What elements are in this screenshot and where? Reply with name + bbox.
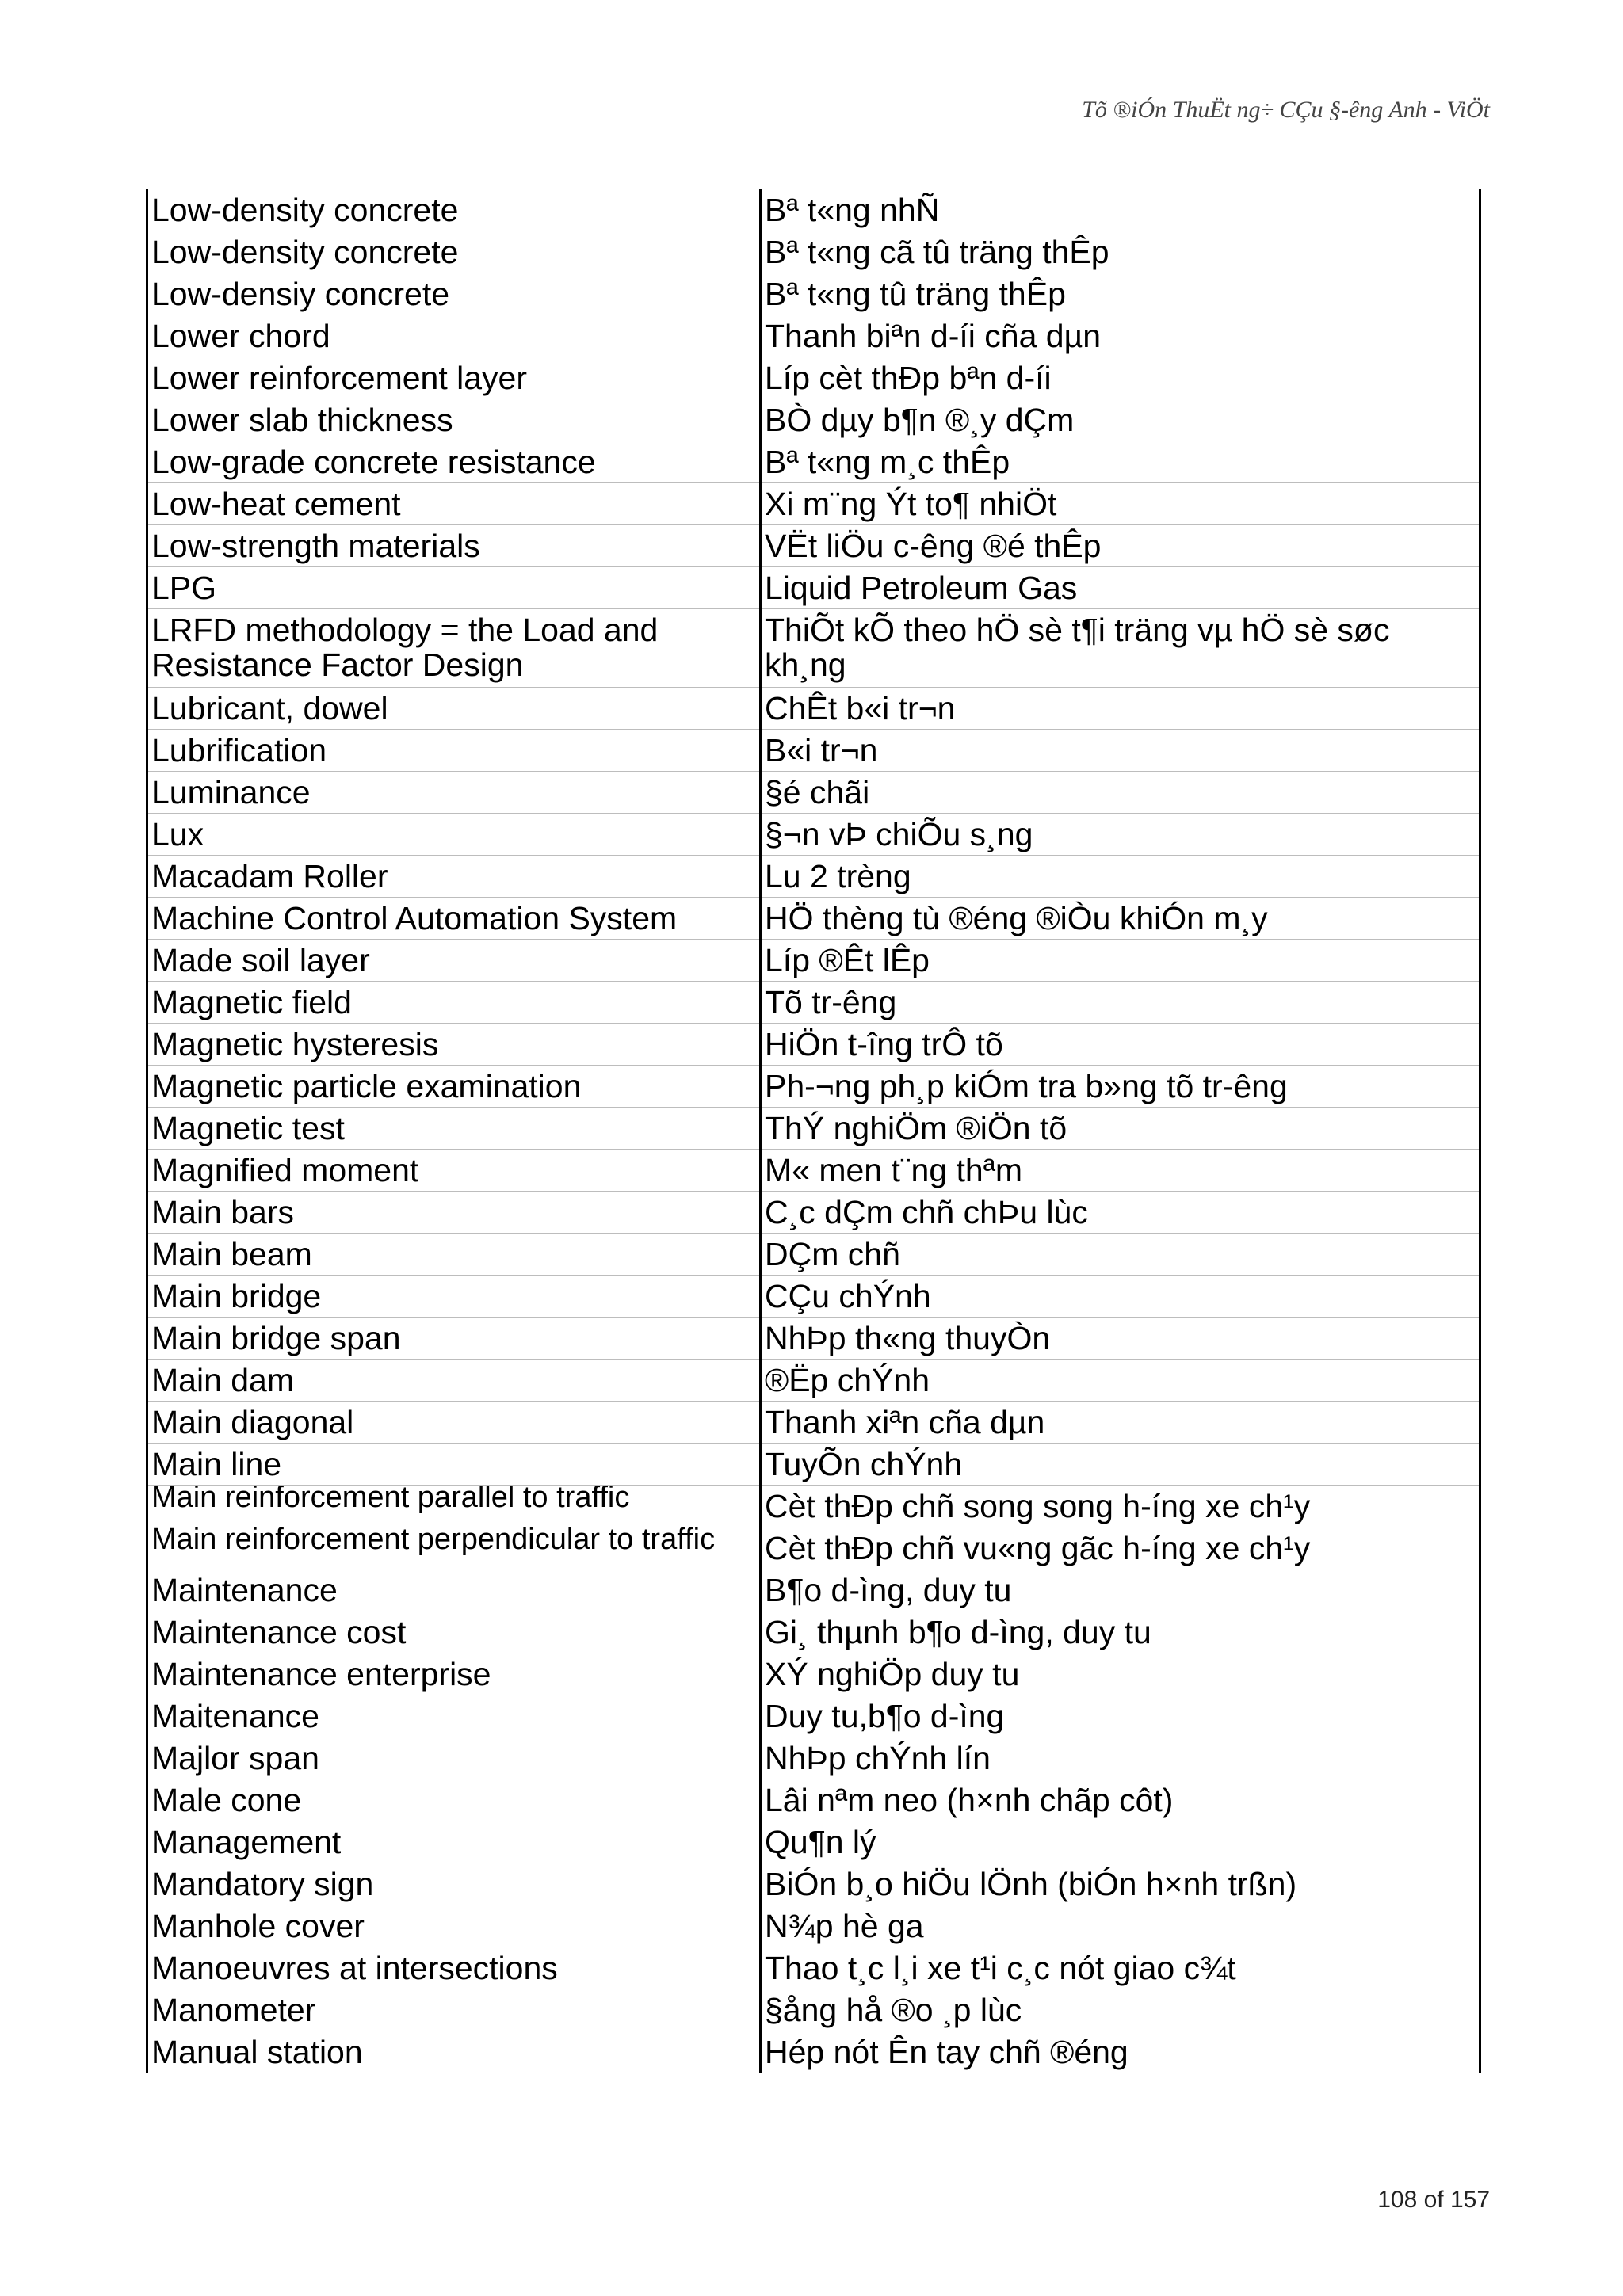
table-row: [147, 772, 1480, 814]
term-cell: Lubrification: [147, 730, 761, 772]
table-row: [147, 940, 1480, 982]
meaning-cell: ThiÕt kÕ theo hÖ sè t¶i träng vµ hÖ sè søc kh¸ng: [761, 609, 1480, 688]
meaning-cell: CÇu chÝnh: [761, 1276, 1480, 1318]
meaning-cell: NhÞp chÝnh lín: [761, 1737, 1480, 1779]
term-cell: Lubricant, dowel: [147, 688, 761, 730]
meaning-cell: Cèt thÐp chñ vu«ng gãc h-íng xe ch¹y: [761, 1527, 1480, 1569]
table-row: [147, 1695, 1480, 1737]
table-row: [147, 688, 1480, 730]
term-cell: Main bars: [147, 1192, 761, 1234]
term-cell: Low-densiy concrete: [147, 273, 761, 315]
table-row: [147, 2031, 1480, 2073]
term-cell: Maitenance: [147, 1695, 761, 1737]
table-row: [147, 1779, 1480, 1821]
table-row: [147, 189, 1480, 231]
term-cell: Main reinforcement perpendicular to traffic: [147, 1527, 761, 1569]
table-row: [147, 856, 1480, 898]
meaning-cell: Lâi nªm neo (h×nh chãp côt): [761, 1779, 1480, 1821]
meaning-cell: B¶o d-ìng, duy tu: [761, 1569, 1480, 1611]
meaning-cell: §ång hå ®o ¸p lùc: [761, 1989, 1480, 2031]
table-row: [147, 273, 1480, 315]
term-cell: Luminance: [147, 772, 761, 814]
meaning-cell: VËt liÖu c-êng ®é thÊp: [761, 525, 1480, 567]
term-cell: Maintenance: [147, 1569, 761, 1611]
table-row: [147, 1569, 1480, 1611]
table-row: [147, 357, 1480, 399]
table-row: [147, 567, 1480, 609]
meaning-cell: Gi¸ thµnh b¶o d-ìng, duy tu: [761, 1611, 1480, 1653]
meaning-cell: BÒ dµy b¶n ®¸y dÇm: [761, 399, 1480, 441]
term-cell: Maintenance enterprise: [147, 1653, 761, 1695]
meaning-cell: Bª t«ng tû träng thÊp: [761, 273, 1480, 315]
term-cell: Magnetic test: [147, 1108, 761, 1150]
term-cell: Low-strength materials: [147, 525, 761, 567]
term-cell: Low-grade concrete resistance: [147, 441, 761, 483]
term-cell: LPG: [147, 567, 761, 609]
table-row: [147, 1947, 1480, 1989]
term-cell: Main diagonal: [147, 1402, 761, 1444]
table-row: [147, 1653, 1480, 1695]
term-cell: Male cone: [147, 1779, 761, 1821]
term-cell: Magnetic hysteresis: [147, 1024, 761, 1066]
term-cell: Magnetic particle examination: [147, 1066, 761, 1108]
table-row: [147, 1527, 1480, 1569]
meaning-cell: Tõ tr-êng: [761, 982, 1480, 1024]
term-cell: Main bridge span: [147, 1318, 761, 1360]
meaning-cell: Lu 2 trèng: [761, 856, 1480, 898]
term-cell: Machine Control Automation System: [147, 898, 761, 940]
page-number: 108 of 157: [1377, 2187, 1490, 2213]
term-cell: Macadam Roller: [147, 856, 761, 898]
page-header: Tõ ®iÓn ThuËt ng÷ CÇu §-êng Anh - ViÖt: [1082, 97, 1490, 123]
meaning-cell: HiÖn t-îng trÔ tõ: [761, 1024, 1480, 1066]
table-row: [147, 1360, 1480, 1402]
table-row: [147, 1737, 1480, 1779]
glossary-table: [146, 189, 1481, 2073]
table-row: [147, 525, 1480, 567]
table-row: [147, 898, 1480, 940]
term-cell: Main bridge: [147, 1276, 761, 1318]
meaning-cell: §é chãi: [761, 772, 1480, 814]
meaning-cell: ThÝ nghiÖm ®iÖn tõ: [761, 1108, 1480, 1150]
meaning-cell: BiÓn b¸o hiÖu lÖnh (biÓn h×nh trßn): [761, 1863, 1480, 1905]
table-row: [147, 1905, 1480, 1947]
table-row: [147, 1108, 1480, 1150]
meaning-cell: Bª t«ng m¸c thÊp: [761, 441, 1480, 483]
table-row: [147, 441, 1480, 483]
table-row: [147, 1066, 1480, 1108]
term-cell: Majlor span: [147, 1737, 761, 1779]
glossary-body: [147, 189, 1480, 2073]
meaning-cell: Cèt thÐp chñ song song h-íng xe ch¹y: [761, 1486, 1480, 1527]
meaning-cell: ChÊt b«i tr¬n: [761, 688, 1480, 730]
meaning-cell: XÝ nghiÖp duy tu: [761, 1653, 1480, 1695]
table-row: [147, 231, 1480, 273]
table-row: [147, 1863, 1480, 1905]
meaning-cell: HÖ thèng tù ®éng ®iÒu khiÓn m¸y: [761, 898, 1480, 940]
meaning-cell: DÇm chñ: [761, 1234, 1480, 1276]
term-cell: Lower slab thickness: [147, 399, 761, 441]
term-cell: Management: [147, 1821, 761, 1863]
term-cell: Mandatory sign: [147, 1863, 761, 1905]
term-cell: Main dam: [147, 1360, 761, 1402]
meaning-cell: Líp cèt thÐp bªn d-íi: [761, 357, 1480, 399]
term-cell: Maintenance cost: [147, 1611, 761, 1653]
meaning-cell: Líp ®Êt lÊp: [761, 940, 1480, 982]
term-cell: Manual station: [147, 2031, 761, 2073]
table-row: [147, 982, 1480, 1024]
table-row: [147, 730, 1480, 772]
table-row: [147, 483, 1480, 525]
meaning-cell: Duy tu,b¶o d-ìng: [761, 1695, 1480, 1737]
table-row: [147, 1402, 1480, 1444]
term-cell: Low-heat cement: [147, 483, 761, 525]
table-row: [147, 1318, 1480, 1360]
meaning-cell: Bª t«ng cã tû träng thÊp: [761, 231, 1480, 273]
term-cell: Main line: [147, 1444, 761, 1486]
term-cell: Main beam: [147, 1234, 761, 1276]
table-row: [147, 609, 1480, 688]
term-cell: Low-density concrete: [147, 231, 761, 273]
meaning-cell: Liquid Petroleum Gas: [761, 567, 1480, 609]
meaning-cell: Thanh xiªn cña dµn: [761, 1402, 1480, 1444]
table-row: [147, 1192, 1480, 1234]
meaning-cell: Hép nót Ên tay chñ ®éng: [761, 2031, 1480, 2073]
table-row: [147, 1024, 1480, 1066]
table-row: [147, 315, 1480, 357]
table-row: [147, 1150, 1480, 1192]
term-cell: Manometer: [147, 1989, 761, 2031]
term-cell: Magnified moment: [147, 1150, 761, 1192]
table-row: [147, 1234, 1480, 1276]
meaning-cell: Xi m¨ng Ýt to¶ nhiÖt: [761, 483, 1480, 525]
term-cell: Low-density concrete: [147, 189, 761, 231]
meaning-cell: Thanh biªn d-íi cña dµn: [761, 315, 1480, 357]
table-row: [147, 399, 1480, 441]
table-row: [147, 1611, 1480, 1653]
table-row: [147, 1444, 1480, 1486]
table-row: [147, 1486, 1480, 1527]
meaning-cell: M« men t¨ng thªm: [761, 1150, 1480, 1192]
term-cell: LRFD methodology = the Load and Resistance Factor Design: [147, 609, 761, 688]
meaning-cell: N¾p hè ga: [761, 1905, 1480, 1947]
meaning-cell: ®Ëp chÝnh: [761, 1360, 1480, 1402]
meaning-cell: Qu¶n lý: [761, 1821, 1480, 1863]
meaning-cell: §¬n vÞ chiÕu s¸ng: [761, 814, 1480, 856]
meaning-cell: Ph-¬ng ph¸p kiÓm tra b»ng tõ tr-êng: [761, 1066, 1480, 1108]
meaning-cell: Thao t¸c l¸i xe t¹i c¸c nót giao c¾t: [761, 1947, 1480, 1989]
term-cell: Lower reinforcement layer: [147, 357, 761, 399]
term-cell: Lower chord: [147, 315, 761, 357]
term-cell: Lux: [147, 814, 761, 856]
meaning-cell: NhÞp th«ng thuyÒn: [761, 1318, 1480, 1360]
table-row: [147, 814, 1480, 856]
table-row: [147, 1276, 1480, 1318]
meaning-cell: Bª t«ng nhÑ: [761, 189, 1480, 231]
table-row: [147, 1821, 1480, 1863]
meaning-cell: B«i tr¬n: [761, 730, 1480, 772]
meaning-cell: TuyÕn chÝnh: [761, 1444, 1480, 1486]
meaning-cell: C¸c dÇm chñ chÞu lùc: [761, 1192, 1480, 1234]
table-row: [147, 1989, 1480, 2031]
term-cell: Main reinforcement parallel to traffic: [147, 1486, 761, 1527]
term-cell: Made soil layer: [147, 940, 761, 982]
term-cell: Manoeuvres at intersections: [147, 1947, 761, 1989]
term-cell: Magnetic field: [147, 982, 761, 1024]
term-cell: Manhole cover: [147, 1905, 761, 1947]
